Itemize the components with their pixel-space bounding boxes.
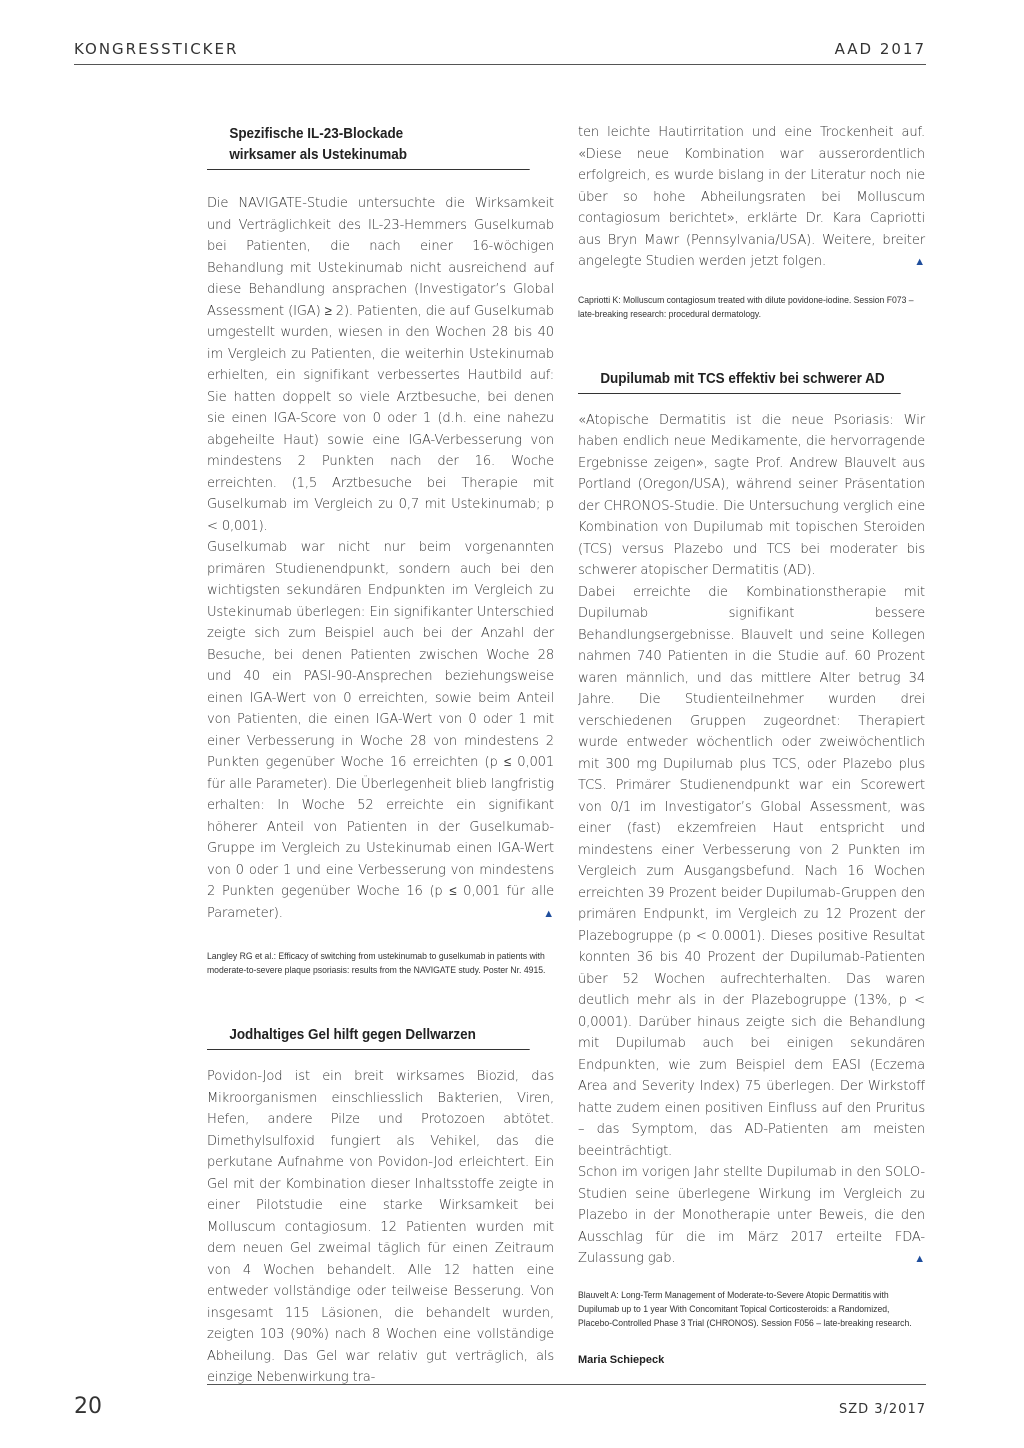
article-dupi-paragraph-3-text: Schon im vorigen Jahr stellte Dupilumab in den SOLO-Studien seine überlegene Wirkung im Vergleich zu Plazebo in der Monotherapie unter Beweis, die den Ausschlag für die im März 2017 erteilte FDA-Zulassung gab. <box>578 1165 925 1266</box>
right-column <box>578 122 925 1366</box>
footer-rule <box>207 1384 926 1385</box>
article-jod-paragraph-part2-text: ten leichte Hautirritation und eine Trockenheit auf. «Diese neue Kombination war ausserordentlich erfolgreich, es wurde bislang in der Literatur noch nie über so hohe Abheilungsraten bei Molluscum contagiosum berichtet», erklärte Dr. Kara Capriotti aus Bryn Mawr (Pennsylvania/USA). Weitere, breiter angelegte Studien werden jetzt folgen. <box>578 125 925 269</box>
article-dupi-paragraph-3 <box>578 1162 925 1270</box>
issue-label: SZD 3/2017 <box>838 1402 926 1417</box>
article-dupi-reference: Blauvelt A: Long-Term Management of Moderate-to-Severe Atopic Dermatitis with Dupilumab up to 1 year With Concomitant Topical Corticosteroids: a Randomized, Placebo-Controlled Phase 3 Trial (CHRONOS). Session F056 – late-breaking research. <box>578 1288 912 1328</box>
left-column <box>207 124 554 1389</box>
running-header-congress: AAD 2017 <box>834 40 926 58</box>
article-il23-paragraph-2 <box>207 537 554 924</box>
header-rule <box>74 64 926 65</box>
article-title-il23-line1: Spezifische IL-23-Blockade <box>229 126 404 142</box>
article-title-jod: Jodhaltiges Gel hilft gegen Dellwarzen <box>207 1025 530 1050</box>
article-il23-paragraph-1: Die NAVIGATE-Studie untersuchte die Wirksamkeit und Verträglichkeit des IL-23-Hemmers Guselkumab bei Patienten, die nach einer 16-wöchigen Behandlung mit Ustekinumab nicht ausreichend auf diese Behandlung ansprachen (Investigator’s Global Assessment (IGA) ≥ 2). Patienten, die auf Guselkumab umgestellt wurden, wiesen in den Wochen 28 bis 40 im Vergleich zu Patienten, die weiterhin Ustekinumab erhielten, ein signifikant verbessertes Hautbild auf: Sie hatten doppelt so viele Arztbesuche, bei denen sie einen IGA-Score von 0 oder 1 (d.h. eine nahezu abgeheilte Haut) sowie eine IGA-Verbesserung von mindestens 2 Punkten nach der 16. Woche erreichten. (1,5 Arztbesuche bei Therapie mit Guselkumab im Vergleich zu 0,7 mit Ustekinumab; p < 0,001). <box>207 196 554 534</box>
end-of-article-icon: ▲ <box>914 255 925 268</box>
article-il23-reference: Langley RG et al.: Efficacy of switching from ustekinumab to guselkumab in patients with moderate-to-severe plaque psoriasis: results from the NAVIGATE study. Poster Nr. 4915. <box>207 950 546 975</box>
article-title-dupi: Dupilumab mit TCS effektiv bei schwerer AD <box>578 369 901 394</box>
article-jod-paragraph-part2 <box>578 122 925 273</box>
article-dupi-paragraph-2: Dabei erreichte die Kombinationstherapie mit Dupilumab signifikant bessere Behandlungsergebnisse. Blauvelt und seine Kollegen nahmen 740 Patienten in die Studie auf. 60 Prozent waren männlich, und das mittlere Alter betrug 34 Jahre. Die Studienteilnehmer wurden drei verschiedenen Gruppen zugeordnet: Therapiert wurde entweder wöchentlich oder zweiwöchentlich mit 300 mg Dupilumab plus TCS, oder Plazebo plus TCS. Primärer Studienendpunkt war ein Scorewert von 0/1 im Investigator’s Global Assessment, was einer (fast) ekzemfreien Haut entspricht und mindestens einer Verbesserung von 2 Punkten im Vergleich zum Ausgangsbefund. Nach 16 Wochen erreichten 39 Prozent beider Dupilumab-Gruppen den primären Endpunkt, im Vergleich zu 12 Prozent der Plazebogruppe (p < 0.0001). Dieses positive Resultat konnten 36 bis 40 Prozent der Dupilumab-Patienten über 52 Wochen aufrechterhalten. Das waren deutlich mehr als in der Plazebogruppe (13%, p < 0,0001). Darüber hinaus zeigte sich die Behandlung mit Dupilumab auch bei einigen sekundären Endpunkten, wie zum Beispiel dem EASI (Eczema Area and Severity Index) 75 überlegen. Der Wirkstoff hatte zudem einen positiven Einfluss auf den Pruritus – das Symptom, das AD-Patienten am meisten beeinträchtigt. <box>578 584 925 1159</box>
end-of-article-icon: ▲ <box>914 1252 925 1265</box>
article-title-il23 <box>207 124 530 170</box>
author-name: Maria Schiepeck <box>578 1353 665 1366</box>
page-number: 20 <box>74 1394 102 1419</box>
end-of-article-icon: ▲ <box>543 906 554 920</box>
article-title-il23-line2: wirksamer als Ustekinumab <box>229 147 407 163</box>
article-dupi-paragraph-1: «Atopische Dermatitis ist die neue Psoriasis: Wir haben endlich neue Medikamente, die hervorragende Ergebnisse zeigen», sagte Prof. Andrew Blauvelt aus Portland (Oregon/USA), während seiner Präsentation der CHRONOS-Studie. Die Untersuchung verglich eine Kombination von Dupilumab mit topischen Steroiden (TCS) versus Plazebo und TCS bei moderater bis schwerer atopischer Dermatitis (AD). <box>578 412 925 578</box>
article-jod-reference: Capriotti K: Molluscum contagiosum treated with dilute povidone-iodine. Session F073 – late-breaking research: procedural dermatology. <box>578 293 914 319</box>
article-il23-paragraph-2-text: Guselkumab war nicht nur beim vorgenannten primären Studienendpunkt, sondern auch bei den wichtigsten sekundären Endpunkten im Vergleich zu Ustekinumab überlegen: Ein signifikanter Unterschied zeigte sich zum Beispiel auch bei der Anzahl der Besuche, bei denen Patienten zwischen Woche 28 und 40 ein PASI-90-Ansprechen beziehungsweise einen IGA-Wert von 0 erreichten, sowie beim Anteil von Patienten, die einen IGA-Wert von 0 oder 1 mit einer Verbesserung in Woche 28 von mindestens 2 Punkten gegenüber Woche 16 erreichten (p ≤ 0,001 für alle Parameter). Die Überlegenheit blieb langfristig erhalten: In Woche 52 erreichte ein signifikant höherer Anteil von Patienten in der Guselkumab-Gruppe im Vergleich zu Ustekinumab einen IGA-Wert von 0 oder 1 und eine Verbesserung von mindestens 2 Punkten gegenüber Woche 16 (p ≤ 0,001 für alle Parameter). <box>207 540 554 921</box>
article-jod-paragraph-part1: Povidon-Jod ist ein breit wirksames Biozid, das Mikroorganismen einschliesslich Bakterien, Viren, Hefen, andere Pilze und Protozoen abtötet. Dimethylsulfoxid fungiert als Vehikel, das die perkutane Aufnahme von Povidon-Jod erleichtert. Ein Gel mit der Kombination dieser Inhaltsstoffe zeigte in einer Pilotstudie eine starke Wirksamkeit bei Molluscum contagiosum. 12 Patienten wurden mit dem neuen Gel zweimal täglich für einen Zeitraum von 4 Wochen behandelt. Alle 12 hatten eine entweder vollständige oder teilweise Besserung. Von insgesamt 115 Läsionen, die behandelt wurden, zeigten 103 (90%) nach 8 Wochen eine vollständige Abheilung. Das Gel war relativ gut verträglich, als einzige Nebenwirkung tra- <box>207 1069 554 1385</box>
running-header-section: KONGRESSTICKER <box>74 40 239 58</box>
